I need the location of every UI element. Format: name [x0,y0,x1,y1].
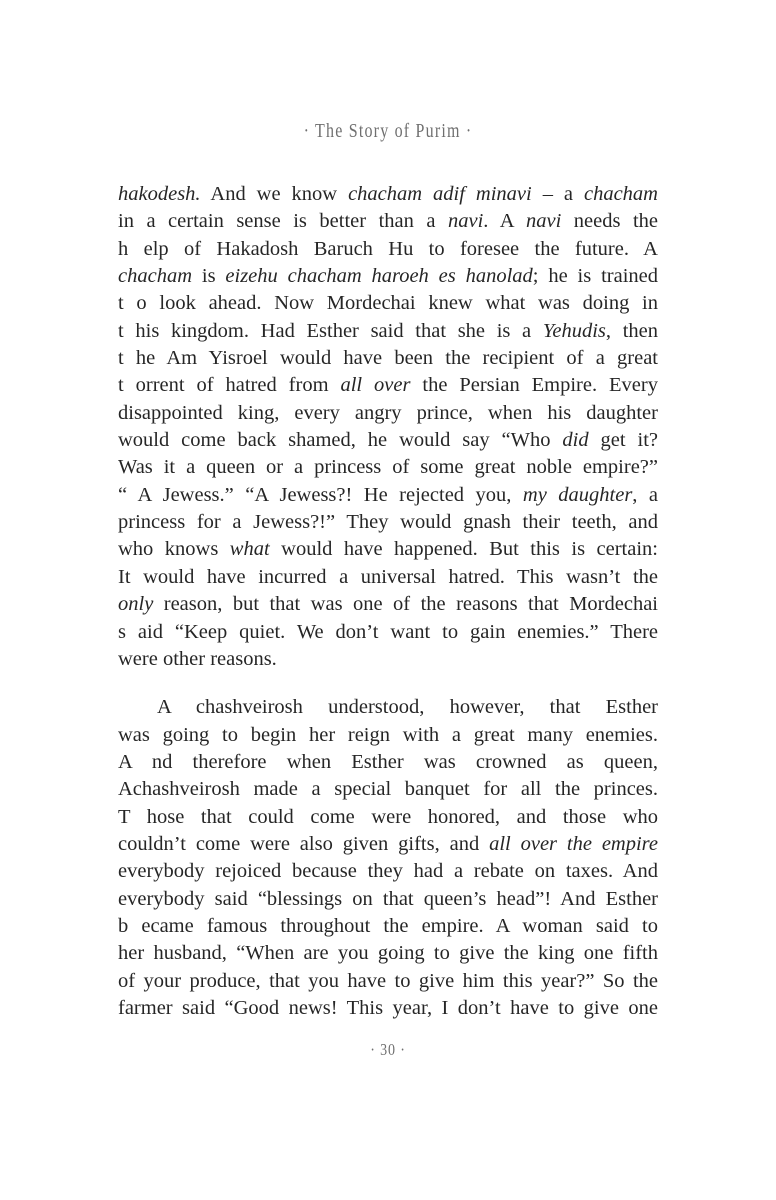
text-line: Was it a queen or a princess of some great noble empire?” [118,456,658,479]
text-line: A nd therefore when Esther was crowned as queen, [118,750,658,773]
running-header-title: · The Story of Purim · [303,120,473,142]
text-line: h elp of Hakadosh Baruch Hu to foresee the future. A [118,237,658,260]
body-text [118,181,658,1022]
text-line: hakodesh. And we know chacham adif minavi – a chacham [118,183,658,205]
text-line: were other reasons. [118,647,277,670]
text-line: in a certain sense is better than a navi. A navi needs the [118,210,658,233]
paragraph [118,694,658,1022]
text-line: only reason, but that was one of the reasons that Mordechai [118,593,658,616]
text-line: princess for a Jewess?!” They would gnash their teeth, and [118,511,658,534]
text-line: t o look ahead. Now Mordechai knew what was doing in [118,292,658,315]
text-line: who knows what would have happened. But this is certain: [118,538,658,561]
text-line: b ecame famous throughout the empire. A woman said to [118,914,658,937]
text-line: was going to begin her reign with a great many enemies. [118,723,658,746]
page-number: · 30 · [370,1040,406,1059]
text-line: s aid “Keep quiet. We don’t want to gain enemies.” There [118,620,658,643]
text-line: everybody rejoiced because they had a rebate on taxes. And [118,860,658,883]
text-line: “ A Jewess.” “A Jewess?! He rejected you, my daughter, a [118,483,658,506]
text-line: farmer said “Good news! This year, I don’t have to give one [118,996,658,1019]
text-line: disappointed king, every angry prince, when his daughter [118,401,658,424]
text-line: everybody said “blessings on that queen’s head”! And Esther [118,887,658,910]
text-line: would come back shamed, he would say “Who did get it? [118,429,658,452]
text-line: Achashveirosh made a special banquet for all the princes. [118,778,658,801]
text-line: T hose that could come were honored, and those who [118,805,658,828]
text-line: t his kingdom. Had Esther said that she is a Yehudis, then [118,319,658,342]
paragraph [118,181,658,673]
text-line: A chashveirosh understood, however, that Esther [157,696,658,719]
text-line: her husband, “When are you going to give the king one fifth [118,942,658,965]
text-line: t orrent of hatred from all over the Persian Empire. Every [118,374,658,397]
text-line: t he Am Yisroel would have been the recipient of a great [118,347,658,370]
text-line: of your produce, that you have to give him this year?” So the [118,969,658,992]
text-line: chacham is eizehu chacham haroeh es hanolad; he is trained [118,265,658,288]
text-line: It would have incurred a universal hatred. This wasn’t the [118,565,658,588]
text-line: couldn’t come were also given gifts, and all over the empire [118,832,658,855]
